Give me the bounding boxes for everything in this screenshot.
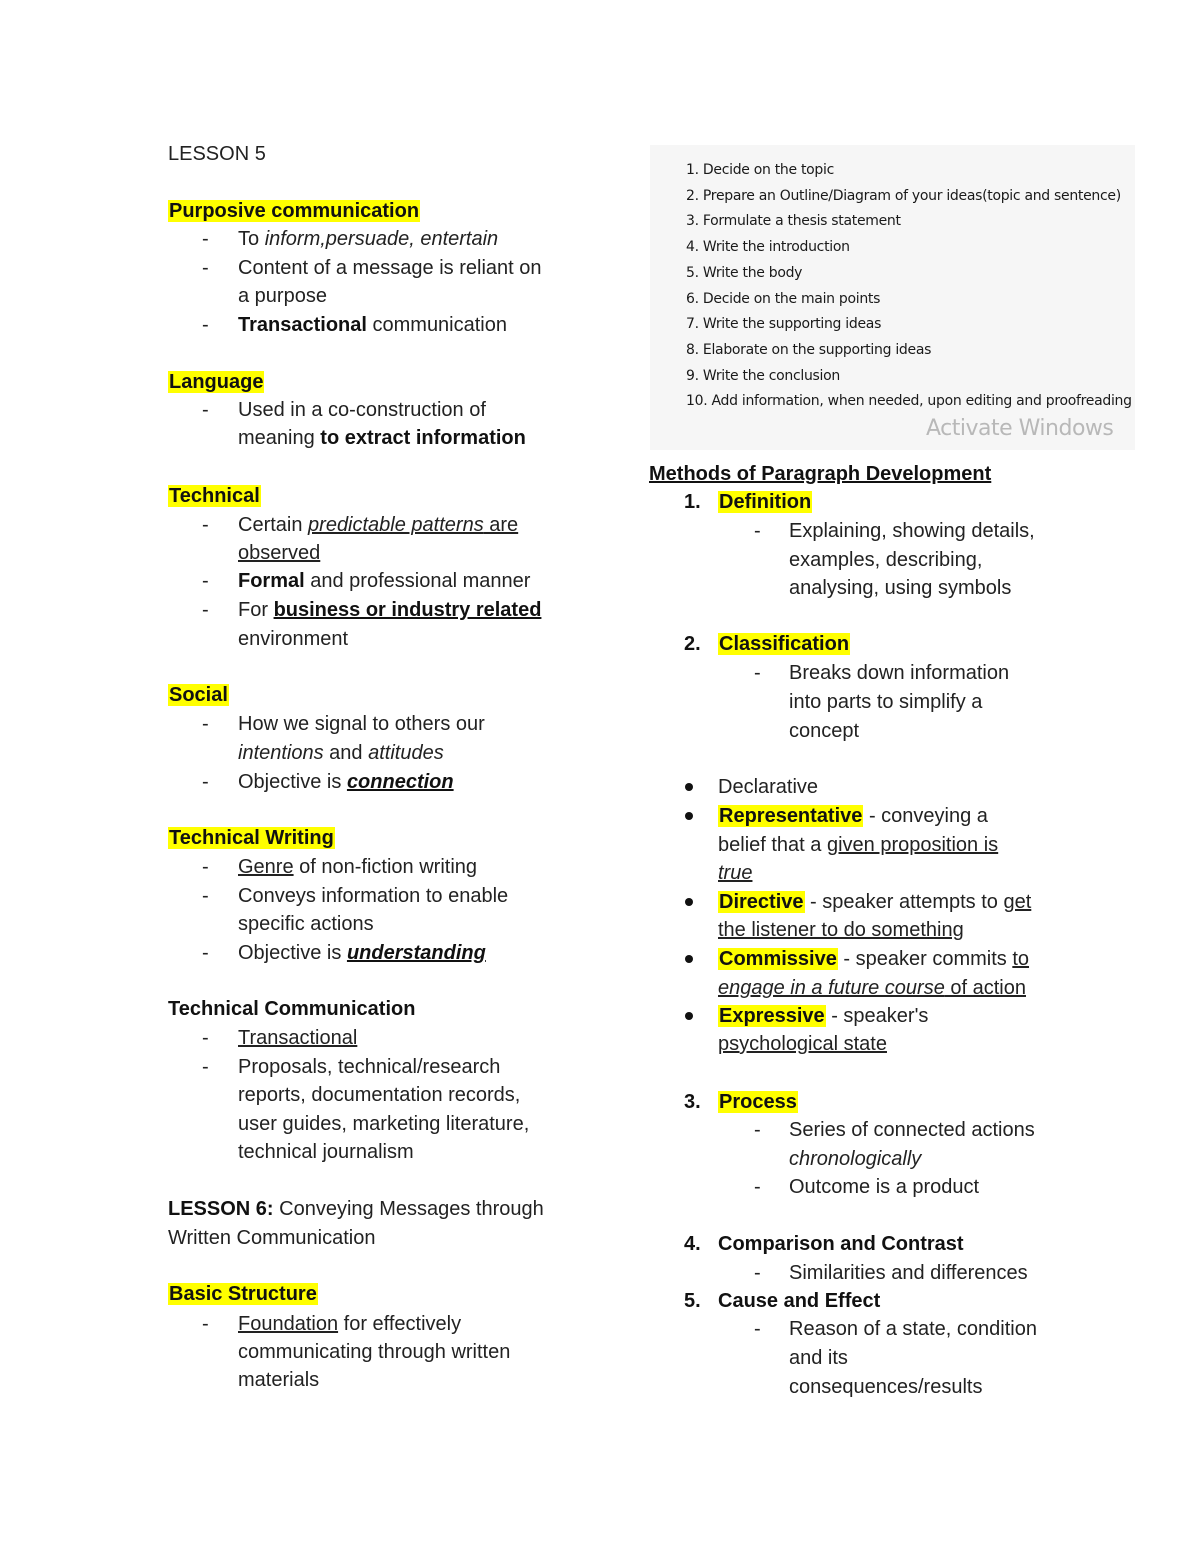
comparison-line1: Similarities and differences [789,1262,1028,1284]
bullet-icon [685,955,693,963]
cause-line1: Reason of a state, condition [789,1318,1037,1340]
number: 1. [684,491,701,513]
lesson6-title-line2: Written Communication [168,1227,376,1249]
activate-windows-watermark: Activate Windows [926,416,1114,441]
technical-heading-text: Technical [169,485,260,507]
text: observed [238,542,321,564]
steps-list [686,158,1132,415]
basic-structure-heading [168,1280,318,1308]
dash: - [202,1027,209,1049]
dash: - [202,942,209,964]
classification-heading [718,630,850,658]
text: Formal [238,570,305,592]
text: belief that a [718,834,827,856]
text: - speaker attempts to [804,891,1004,913]
bullet-icon [685,812,693,820]
technical-item-3-line2: environment [238,628,349,650]
step-item: 6. Decide on the main points [686,290,881,307]
dash: - [754,1119,761,1141]
definition-line1: Explaining, showing details, [789,520,1035,542]
language-item-line2 [238,424,526,452]
tech-comm-item-2-line4: technical journalism [238,1141,414,1163]
tech-comm-item-2-line3: user guides, marketing literature, [238,1113,530,1135]
technical-item-1-line2 [238,539,320,567]
technical-heading [168,482,261,510]
text: To [238,228,265,250]
cause-line3: consequences/results [789,1376,983,1398]
cause-line2: and its [789,1347,848,1369]
dash: - [202,771,209,793]
classification-line2: into parts to simplify a [789,691,983,713]
dash: - [202,399,209,421]
process-heading [718,1088,798,1116]
social-heading-text: Social [169,684,228,706]
cause-effect-heading: Cause and Effect [718,1290,881,1312]
dash: - [202,599,209,621]
text: given proposition is [826,834,999,856]
basic-item-line2: communicating through written [238,1341,511,1363]
process-line3: Outcome is a product [789,1176,980,1198]
text: and [323,742,369,764]
text: engage in a future course [718,977,945,999]
text: meaning [238,427,321,449]
social-item-1-line1: How we signal to others our [238,713,485,735]
text: Directive [719,891,804,913]
text: communication [366,314,507,336]
text: of action [944,977,1026,999]
text: Certain [238,514,309,536]
process-line1: Series of connected actions [789,1119,1035,1141]
dash: - [754,662,761,684]
purposive-item-2-line2: a purpose [238,285,327,307]
bullet-icon [685,783,693,791]
purposive-heading-text: Purposive communication [169,200,420,222]
text: Objective is [238,942,347,964]
step-item: 5. Write the body [686,264,803,281]
directive-line2: the listener to do something [718,919,964,941]
definition-line3: analysing, using symbols [789,577,1012,599]
number: 2. [684,633,701,655]
text: Objective is [238,771,347,793]
step-item: 8. Elaborate on the supporting ideas [686,341,932,358]
expressive-line1 [718,1002,928,1030]
language-heading [168,368,264,396]
text: - speaker's [825,1005,929,1027]
tech-comm-heading: Technical Communication [168,998,416,1020]
methods-heading: Methods of Paragraph Development [649,463,992,485]
tech-writing-heading-text: Technical Writing [169,827,334,849]
tech-comm-item-2-line2: reports, documentation records, [238,1084,521,1106]
text: predictable patterns [308,514,484,536]
representative-line1 [718,802,988,830]
text: Conveying Messages through [273,1198,544,1220]
step-item: 10. Add information, when needed, upon editing and proofreading [686,393,1132,410]
text: get [1003,891,1032,913]
representative-line2 [718,831,998,859]
text: Genre [238,856,294,878]
bullet-icon [685,898,693,906]
purposive-item-3 [238,311,507,339]
dash: - [202,257,209,279]
text: Foundation [238,1313,339,1335]
text: to [1012,948,1030,970]
step-item: 7. Write the supporting ideas [686,316,882,333]
representative-line3: true [718,862,753,884]
text: Representative [719,805,863,827]
tech-writing-item-2-line2: specific actions [238,913,374,935]
text: Expressive [719,1005,825,1027]
technical-item-2 [238,567,530,595]
tech-writing-item-3 [238,939,486,967]
declarative: Declarative [718,776,819,798]
step-item: 2. Prepare an Outline/Diagram of your ideas(topic and sentence) [686,187,1121,204]
commissive-line2 [718,974,1026,1002]
classification-line1: Breaks down information [789,662,1010,684]
social-item-2 [238,768,454,796]
text: for effectively [338,1313,462,1335]
dash: - [202,570,209,592]
directive-line1 [718,888,1031,916]
text: Process [719,1091,797,1113]
dash: - [202,228,209,250]
social-item-1-line2 [238,739,444,767]
dash: - [754,1262,761,1284]
number: 4. [684,1233,701,1255]
dash: - [202,885,209,907]
social-heading [168,681,229,709]
text: of non-fiction writing [293,856,478,878]
text: Commissive [719,948,837,970]
basic-item-line3: materials [238,1369,320,1391]
text: Classification [719,633,850,655]
lesson6-title [168,1195,544,1223]
technical-item-1-line1 [238,511,518,539]
text: For [238,599,274,621]
commissive-line1 [718,945,1029,973]
dash: - [202,713,209,735]
text: are [483,514,519,536]
text: - conveying a [863,805,988,827]
dash: - [202,514,209,536]
tech-writing-item-2-line1: Conveys information to enable [238,885,509,907]
tech-writing-item-1 [238,853,477,881]
text: attitudes [368,742,444,764]
classification-line3: concept [789,720,860,742]
number: 3. [684,1091,701,1113]
step-item: 9. Write the conclusion [686,367,840,384]
text: inform,persuade, entertain [264,228,499,250]
dash: - [202,1056,209,1078]
dash: - [202,856,209,878]
technical-item-3-line1 [238,596,541,624]
language-item-line1: Used in a co-construction of [238,399,486,421]
step-item: 3. Formulate a thesis statement [686,213,901,230]
text: business or industry related [273,599,542,621]
text: Transactional [238,314,367,336]
lesson5-title: LESSON 5 [168,143,266,165]
purposive-item-1 [238,225,498,253]
bullet-icon [685,1012,693,1020]
dash: - [754,1176,761,1198]
number: 5. [684,1290,701,1312]
step-item: 4. Write the introduction [686,239,850,256]
basic-item-line1 [238,1310,461,1338]
text: intentions [238,742,324,764]
tech-comm-item-2-line1: Proposals, technical/research [238,1056,501,1078]
text: Definition [719,491,812,513]
language-heading-text: Language [169,371,264,393]
process-line2: chronologically [789,1148,922,1170]
text: connection [346,771,454,793]
tech-comm-item-1: Transactional [238,1027,358,1049]
tech-writing-heading [168,824,335,852]
purposive-item-2-line1: Content of a message is reliant on [238,257,542,279]
text: - speaker commits [837,948,1013,970]
purposive-heading [168,197,420,225]
expressive-line2: psychological state [718,1033,887,1055]
definition-heading [718,488,812,516]
text: LESSON 6: [168,1198,274,1220]
basic-heading-text: Basic Structure [169,1283,317,1305]
dash: - [754,520,761,542]
dash: - [754,1318,761,1340]
text: understanding [346,942,486,964]
dash: - [202,314,209,336]
definition-line2: examples, describing, [789,549,983,571]
step-item: 1. Decide on the topic [686,162,834,178]
text: to extract information [320,427,526,449]
comparison-heading: Comparison and Contrast [718,1233,964,1255]
dash: - [202,1313,209,1335]
text: and professional manner [304,570,531,592]
